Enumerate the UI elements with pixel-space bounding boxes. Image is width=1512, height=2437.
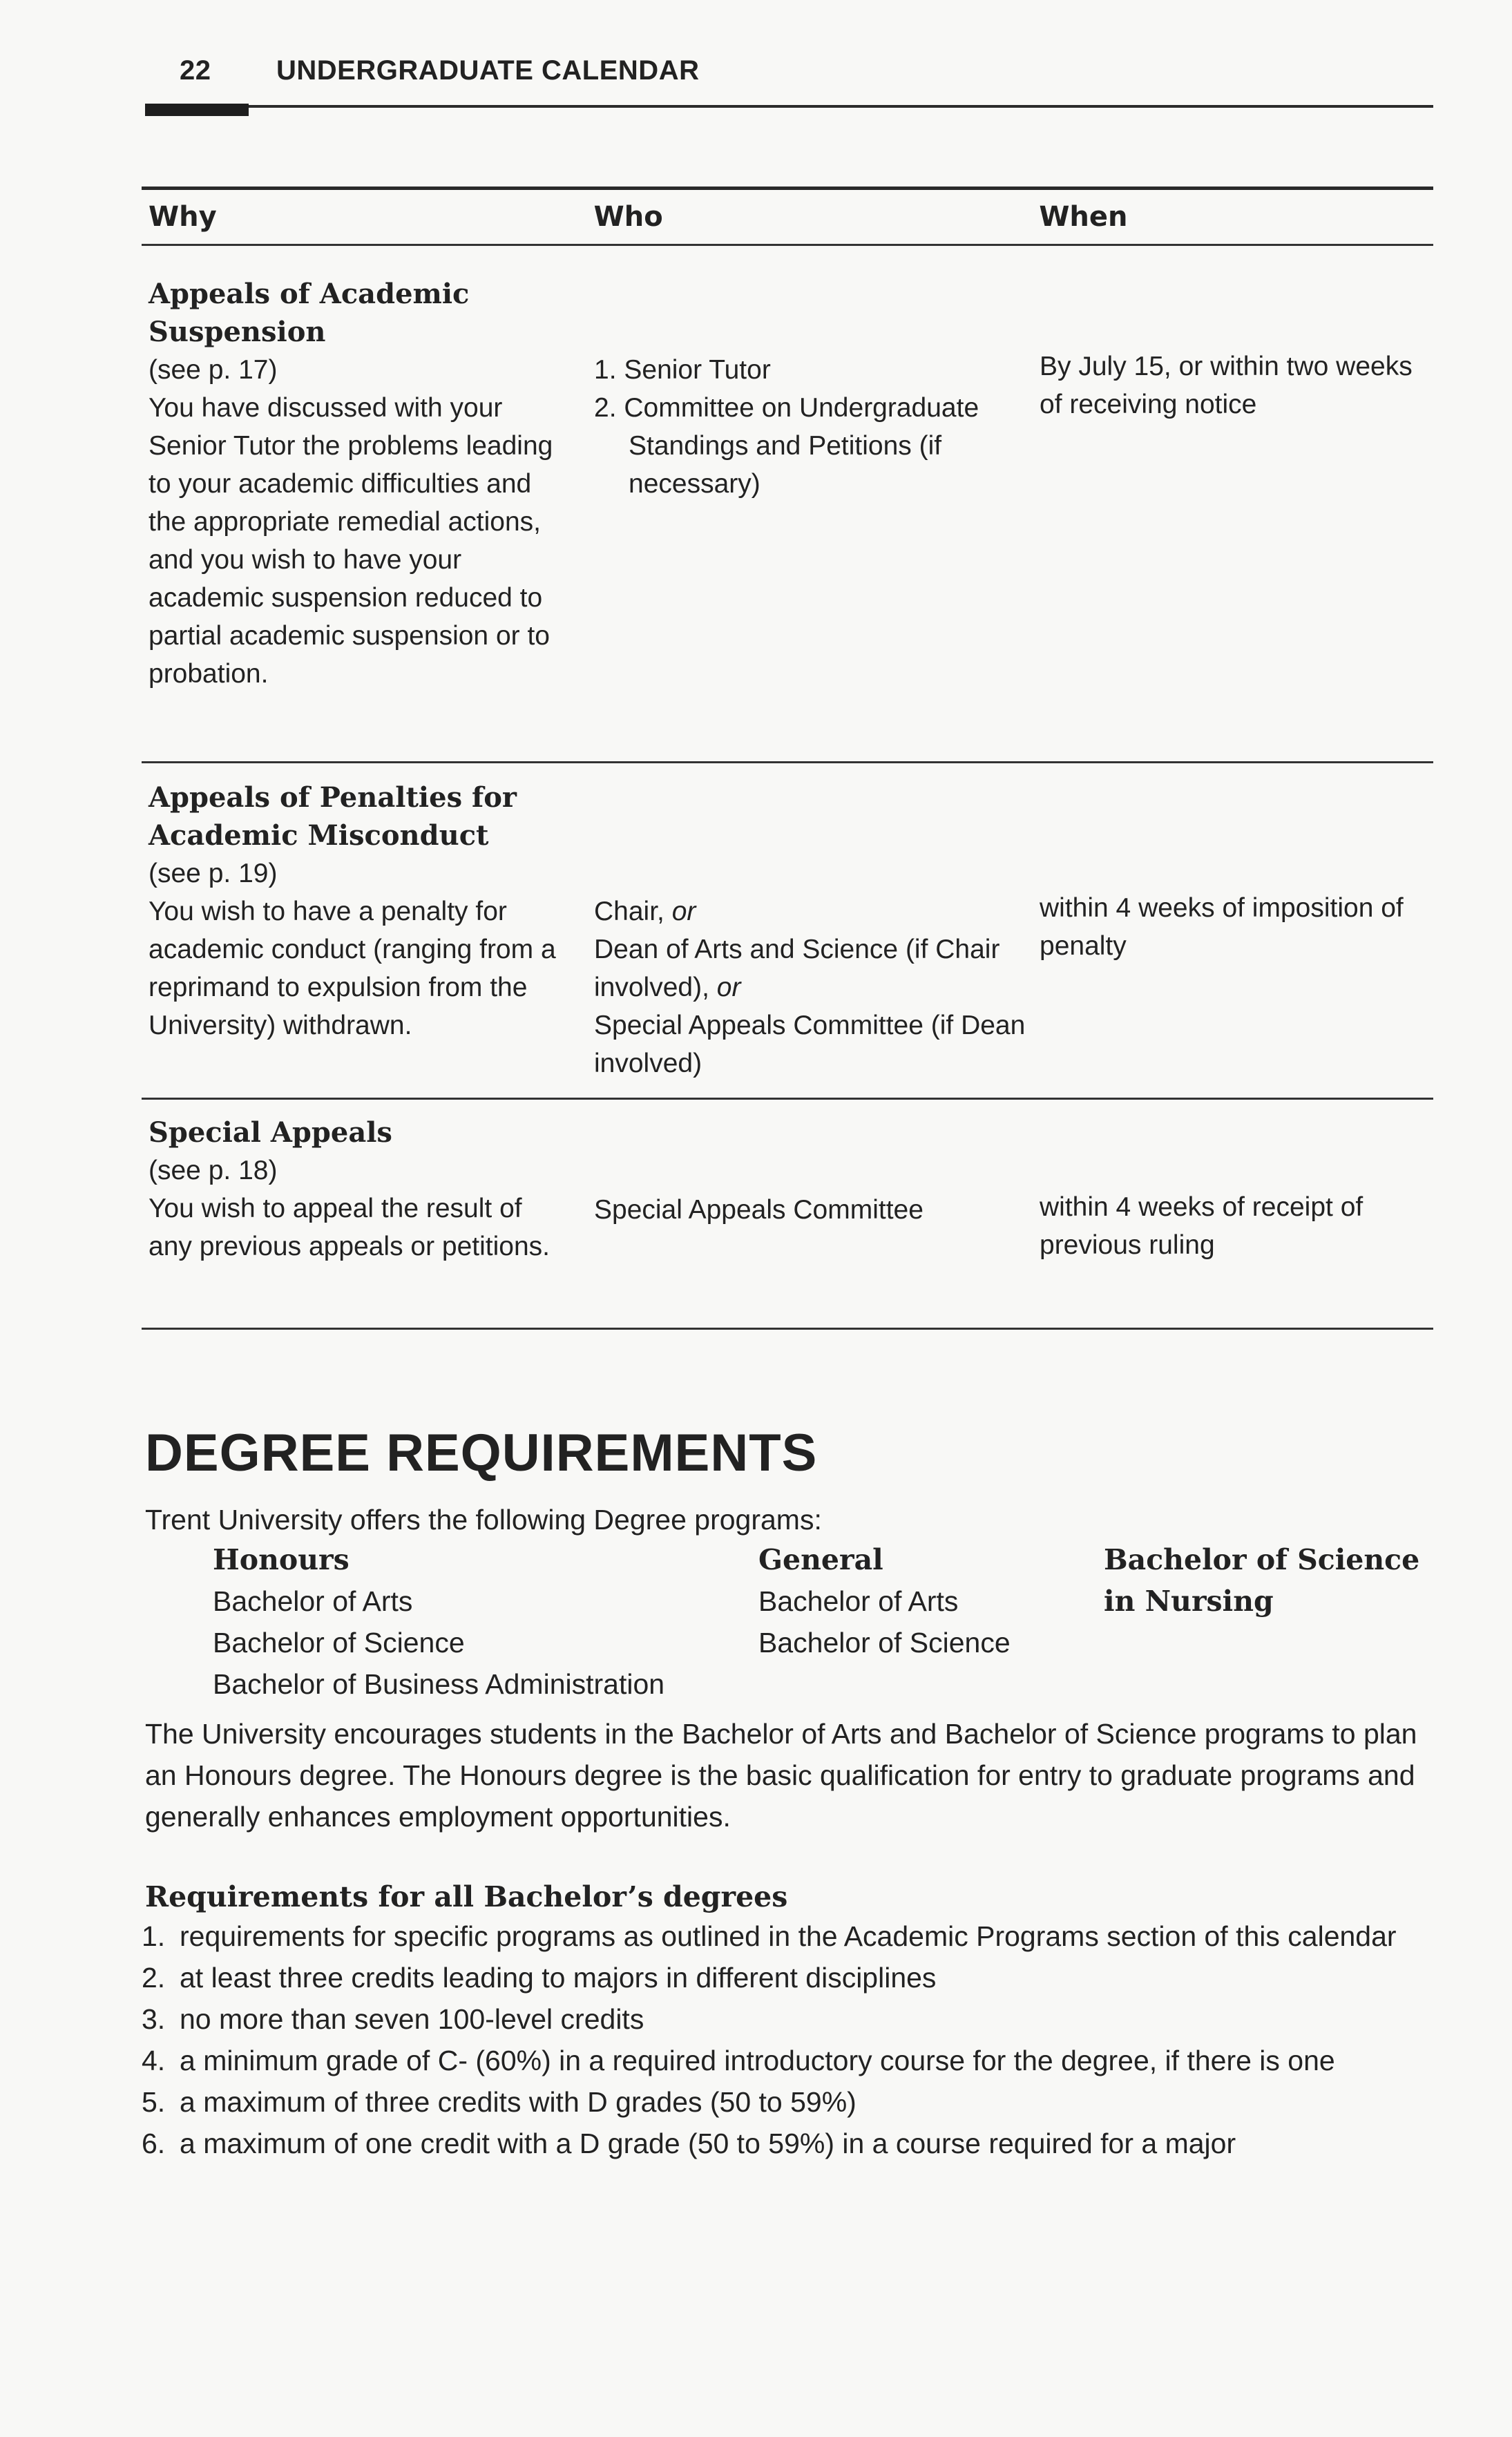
page-number: 22	[180, 55, 211, 86]
col-when: When	[1039, 201, 1128, 233]
who-cell	[587, 778, 1033, 1098]
when-cell	[1033, 275, 1433, 761]
why-description: You have discussed with your Senior Tutor the problems leading to your academic difficulties and the appropriate remedial actions, and you wish to have your academic suspension reduced to partial academic suspension or to probation.	[149, 393, 553, 689]
program-item: Bachelor of Science	[758, 1627, 1011, 1659]
honours-column	[213, 1539, 664, 1705]
why-cell	[142, 778, 587, 1098]
when-cell	[1033, 778, 1433, 1098]
why-description: You wish to appeal the result of any previous appeals or petitions.	[149, 1194, 551, 1261]
when-cell	[1033, 1114, 1433, 1328]
when-text: within 4 weeks of imposition of penalty	[1040, 893, 1404, 961]
when-text: By July 15, or within two weeks of receiving notice	[1040, 352, 1413, 419]
why-cell	[142, 1114, 587, 1328]
general-column	[758, 1539, 1011, 1663]
header-rule	[145, 105, 1433, 108]
page-reference: (see p. 19)	[149, 859, 278, 888]
who-text: Chair,	[594, 897, 672, 926]
why-title: Appeals of Academic Suspension	[149, 278, 470, 348]
who-line: Special Appeals Committee	[594, 1195, 924, 1225]
honours-heading: Honours	[213, 1543, 350, 1576]
appeals-table	[142, 187, 1433, 1330]
who-line: 2. Committee on Undergraduate Standings and Petitions (if necessary)	[594, 393, 979, 499]
page-reference: (see p. 18)	[149, 1156, 278, 1185]
requirements-list	[142, 1917, 1440, 2166]
running-header	[180, 55, 699, 86]
program-item: Bachelor of Arts	[213, 1585, 413, 1617]
table-row	[142, 246, 1433, 761]
list-item: 5. a maximum of three credits with D grades (50 to 59%)	[142, 2086, 857, 2118]
list-item: 1. requirements for specific programs as outlined in the Academic Programs section of this calendar	[142, 1920, 1397, 1952]
who-cell	[587, 1114, 1033, 1328]
list-item: 3. no more than seven 100-level credits	[142, 2003, 644, 2035]
header-tab-mark	[145, 104, 249, 116]
why-title: Appeals of Penalties for Academic Misconduct	[149, 781, 517, 852]
program-item: Bachelor of Arts	[758, 1585, 959, 1617]
who-text: Dean of Arts and Science (if Chair involved),	[594, 935, 1000, 1002]
running-title: UNDERGRADUATE CALENDAR	[276, 55, 700, 86]
list-item: 4. a minimum grade of C- (60%) in a required introductory course for the degree, if there is one	[142, 2045, 1335, 2076]
table-row	[142, 763, 1433, 1098]
requirements-heading: Requirements for all Bachelor’s degrees	[145, 1880, 788, 1913]
why-description: You wish to have a penalty for academic conduct (ranging from a reprimand to expulsion from the University) withdrawn.	[149, 897, 556, 1040]
why-title: Special Appeals	[149, 1116, 392, 1149]
or-connector: or	[716, 973, 741, 1002]
list-item: 6. a maximum of one credit with a D grade (50 to 59%) in a course required for a major	[142, 2128, 1236, 2159]
section-title: DEGREE REQUIREMENTS	[145, 1424, 818, 1482]
program-item: Bachelor of Science	[213, 1627, 465, 1659]
table-header	[142, 190, 1433, 244]
nursing-line: in Nursing	[1104, 1585, 1274, 1618]
who-cell	[587, 275, 1033, 761]
general-heading: General	[758, 1543, 883, 1576]
who-line: 1. Senior Tutor	[594, 355, 771, 385]
honours-paragraph: The University encourages students in the Bachelor of Arts and Bachelor of Science programs to plan an Honours degree. The Honours degree is the basic qualification for entry to graduate programs and generally enhances employment opportunities.	[145, 1718, 1417, 1833]
page-reference: (see p. 17)	[149, 355, 278, 385]
or-connector: or	[671, 897, 696, 926]
program-item: Bachelor of Business Administration	[213, 1668, 665, 1700]
when-text: within 4 weeks of receipt of previous ruling	[1040, 1192, 1363, 1260]
col-who: Who	[593, 201, 663, 233]
table-bottom-rule	[142, 1328, 1433, 1330]
nursing-column	[1104, 1539, 1419, 1622]
intro-text: Trent University offers the following Degree programs:	[145, 1504, 822, 1536]
table-row	[142, 1100, 1433, 1328]
list-item: 2. at least three credits leading to majors in different disciplines	[142, 1962, 937, 1994]
why-cell	[142, 275, 587, 761]
who-text: Special Appeals Committee (if Dean involved)	[594, 1011, 1026, 1078]
col-why: Why	[149, 201, 217, 233]
nursing-line: Bachelor of Science	[1104, 1543, 1420, 1576]
